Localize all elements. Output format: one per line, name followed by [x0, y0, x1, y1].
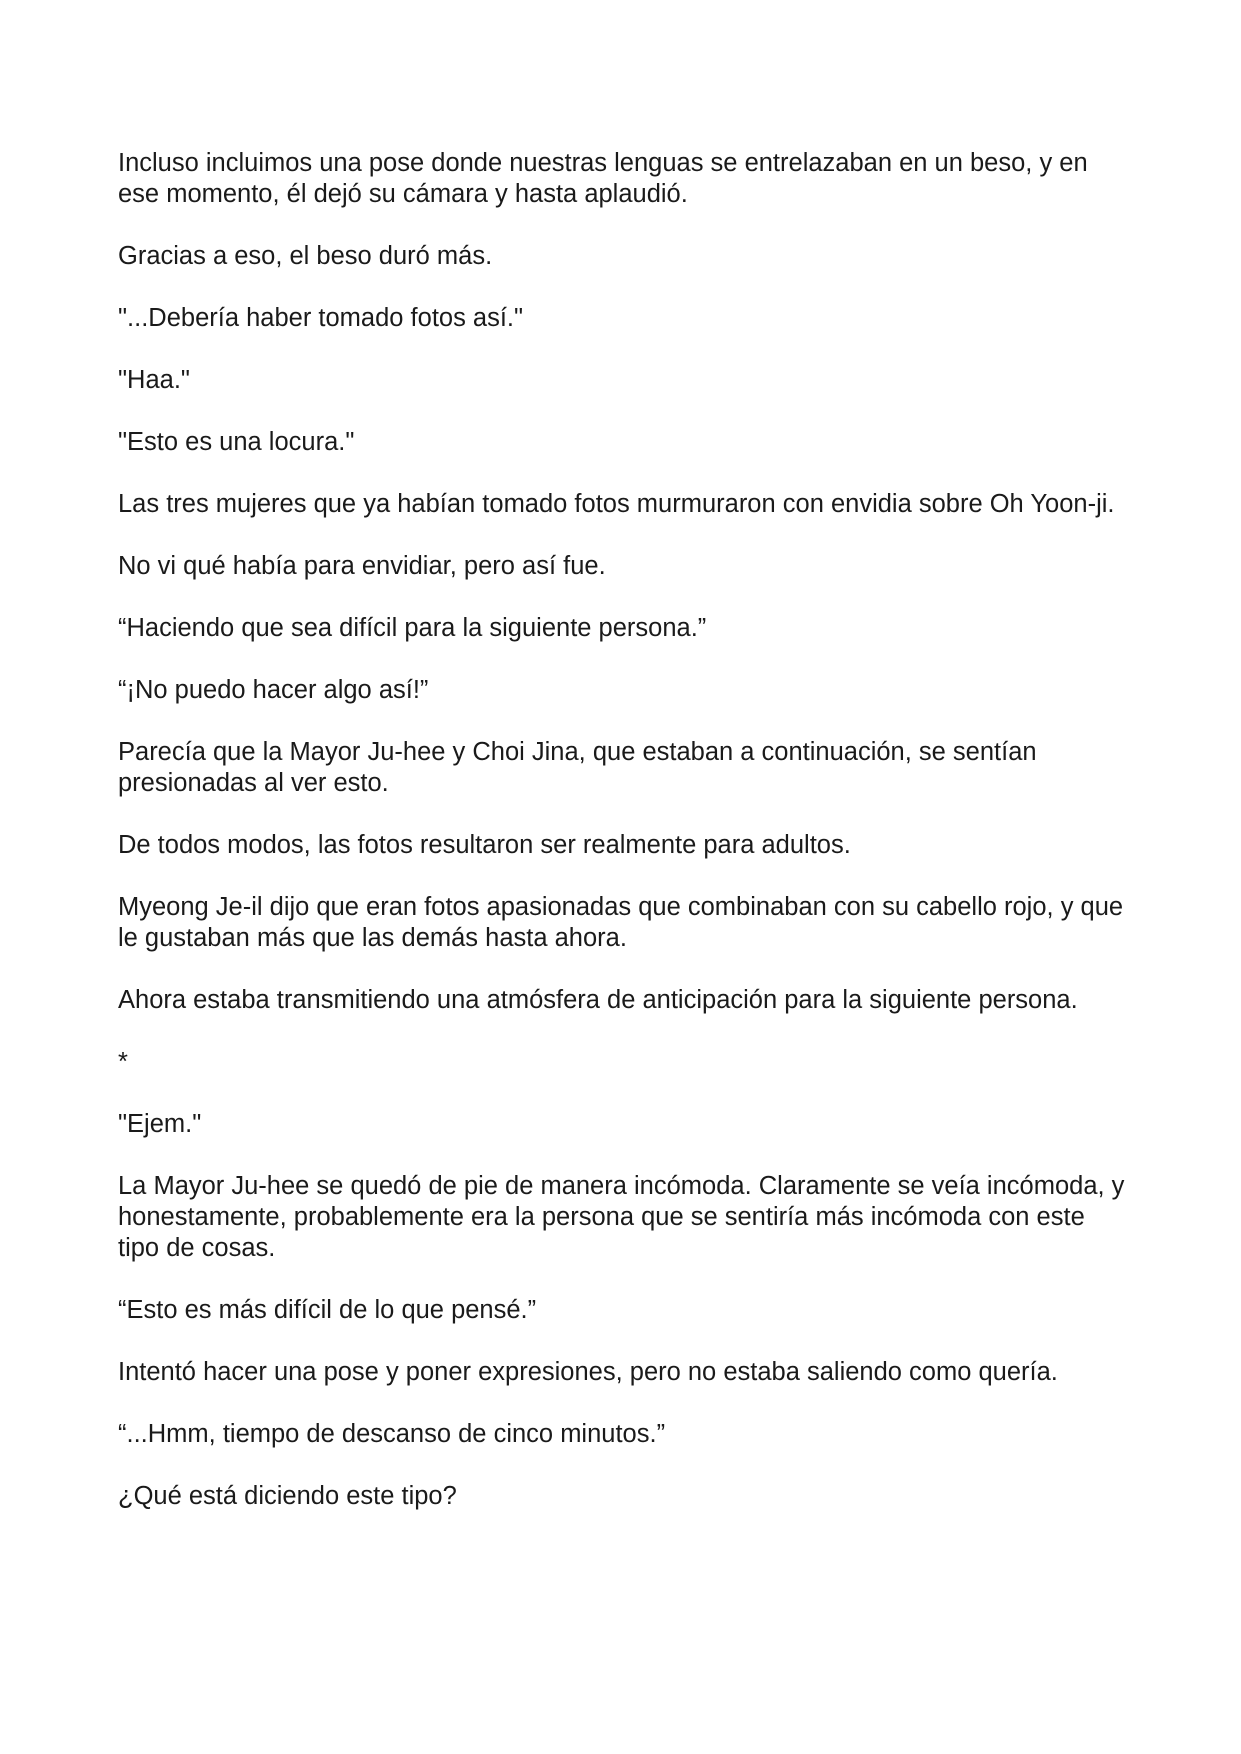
paragraph-3: "...Debería haber tomado fotos así.": [118, 304, 524, 332]
paragraph-7: No vi qué había para envidiar, pero así fue.: [118, 552, 606, 580]
paragraph-20: ¿Qué está diciendo este tipo?: [118, 1482, 457, 1510]
paragraph-16: La Mayor Ju-hee se quedó de pie de manera incómoda. Claramente se veía incómoda, y honestamente, probablemente era la persona que se sentiría más incómoda con este tipo de cosas.: [118, 1172, 1125, 1262]
paragraph-4: "Haa.": [118, 366, 190, 394]
paragraph-1: Incluso incluimos una pose donde nuestras lenguas se entrelazaban en un beso, y en ese momento, él dejó su cámara y hasta aplaudió.: [118, 149, 1088, 208]
scene-break: *: [118, 1048, 128, 1076]
paragraph-5: "Esto es una locura.": [118, 428, 355, 456]
paragraph-11: De todos modos, las fotos resultaron ser realmente para adultos.: [118, 831, 851, 859]
paragraph-19: “...Hmm, tiempo de descanso de cinco minutos.”: [118, 1420, 666, 1448]
paragraph-6: Las tres mujeres que ya habían tomado fotos murmuraron con envidia sobre Oh Yoon-ji.: [118, 490, 1115, 518]
paragraph-17: “Esto es más difícil de lo que pensé.”: [118, 1296, 537, 1324]
paragraph-12: Myeong Je-il dijo que eran fotos apasionadas que combinaban con su cabello rojo, y que le gustaban más que las demás hasta ahora.: [118, 893, 1124, 952]
paragraph-8: “Haciendo que sea difícil para la siguiente persona.”: [118, 614, 707, 642]
paragraph-2: Gracias a eso, el beso duró más.: [118, 242, 493, 270]
paragraph-9: “¡No puedo hacer algo así!”: [118, 676, 429, 704]
paragraph-10: Parecía que la Mayor Ju-hee y Choi Jina, que estaban a continuación, se sentían presionadas al ver esto.: [118, 738, 1037, 797]
paragraph-13: Ahora estaba transmitiendo una atmósfera de anticipación para la siguiente persona.: [118, 986, 1078, 1014]
paragraph-15: "Ejem.": [118, 1110, 202, 1138]
paragraph-18: Intentó hacer una pose y poner expresiones, pero no estaba saliendo como quería.: [118, 1358, 1058, 1386]
document-body: [118, 148, 1128, 1543]
